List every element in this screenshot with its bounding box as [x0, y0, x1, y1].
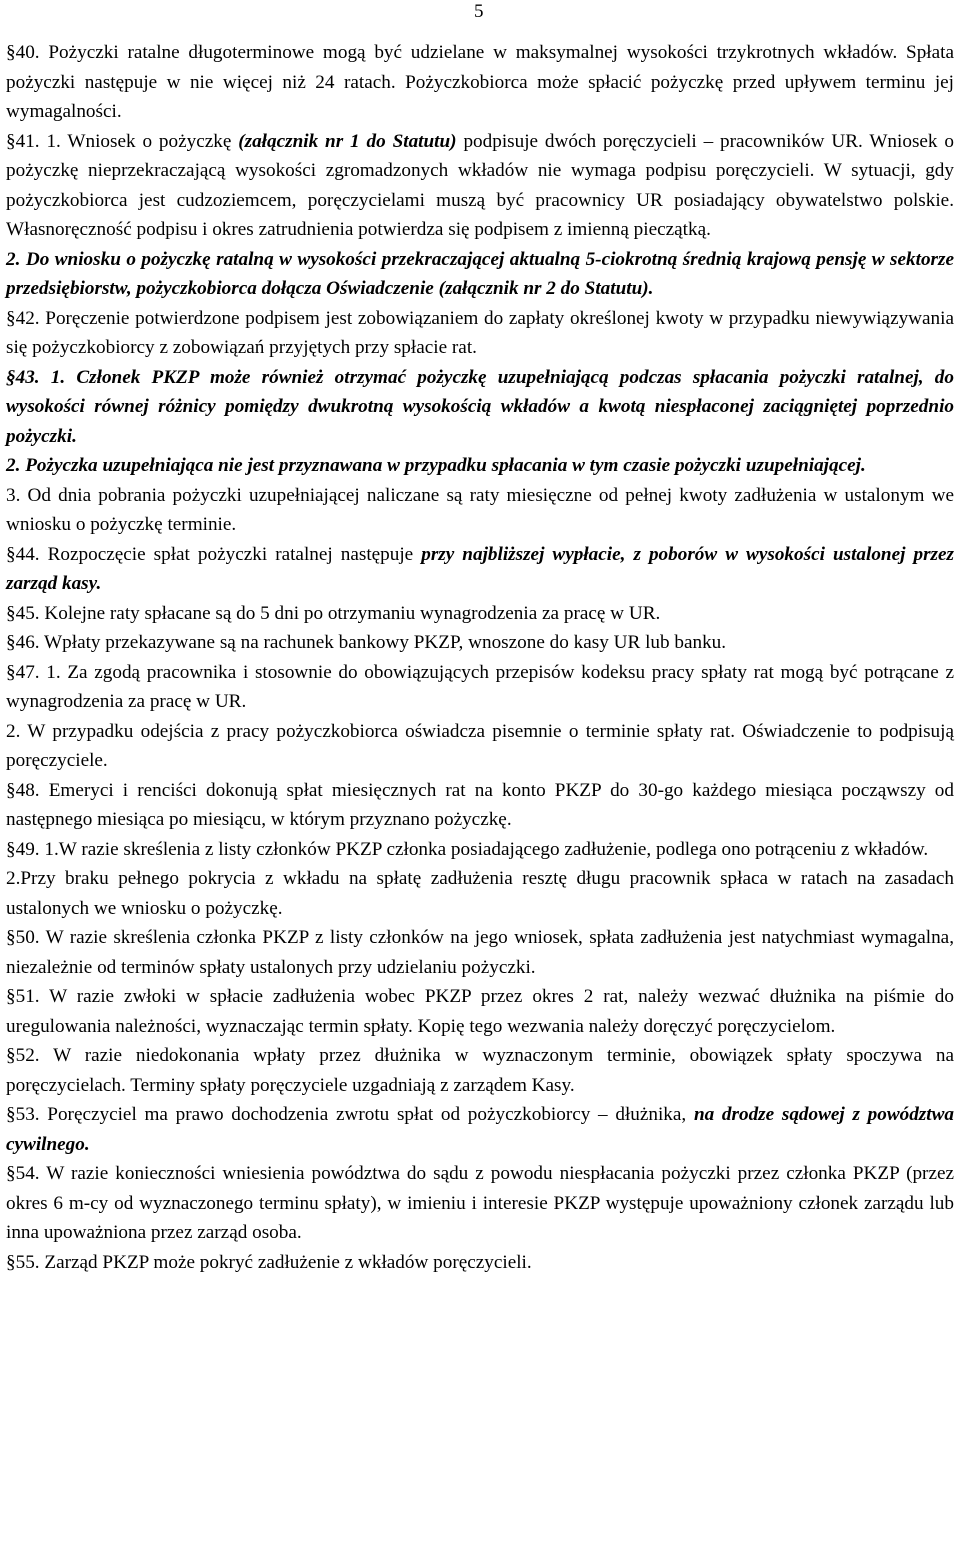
- paragraph: [6, 1100, 954, 1159]
- paragraph-text: §55. Zarząd PKZP może pokryć zadłużenie z wkładów poręczycieli.: [6, 1251, 532, 1273]
- paragraph-text: §44. Rozpoczęcie spłat pożyczki ratalnej następuje: [6, 543, 422, 565]
- paragraph: [6, 628, 954, 658]
- paragraph: [6, 304, 954, 363]
- paragraph: [6, 245, 954, 304]
- paragraph-text: §51. W razie zwłoki w spłacie zadłużenia wobec PKZP przez okres 2 rat, należy wezwać dłużnika na piśmie do uregulowania należności, wyznaczając termin spłaty. Kopię tego wezwania należy doręczyć poręczycielom.: [6, 986, 954, 1037]
- paragraph: [6, 481, 954, 540]
- paragraph: [6, 38, 954, 127]
- paragraph: [6, 1248, 954, 1278]
- paragraph: [6, 923, 954, 982]
- paragraph-text: podpisuje dwóch poręczycieli – pracowników UR. Wniosek o pożyczkę nieprzekraczającą wysokości zgromadzonych wkładów nie wymaga podpisu poręczycieli. W sytuacji, gdy pożyczkobiorca jest cudzoziemcem, poręczycielami muszą być pracownicy UR posiadający obywatelstwo polskie. Własnoręczność podpisu i okres zatrudnienia potwierdza się podpisem z imienną pieczątką.: [6, 130, 954, 240]
- paragraph: [6, 717, 954, 776]
- paragraph-text: §48. Emeryci i renciści dokonują spłat miesięcznych rat na konto PKZP do 30-go każdego miesiąca począwszy od następnego miesiąca po miesiącu, w którym przyznano pożyczkę.: [6, 779, 954, 830]
- paragraph: [6, 540, 954, 599]
- paragraph-text: 2. W przypadku odejścia z pracy pożyczkobiorca oświadcza pisemnie o terminie spłaty rat. Oświadczenie to podpisują poręczyciele.: [6, 720, 954, 771]
- paragraph-text: §54. W razie konieczności wniesienia powództwa do sądu z powodu niespłacania pożyczki przez członka PKZP (przez okres 6 m-cy od wyznaczonego terminu spłaty), w imieniu i interesie PKZP występuje upoważniony członek zarządu lub inna upoważniona przez zarząd osoba.: [6, 1163, 954, 1243]
- paragraph: [6, 451, 954, 481]
- paragraph-text: §41. 1. Wniosek o pożyczkę: [6, 130, 239, 152]
- paragraph-text: §53. Poręczyciel ma prawo dochodzenia zwrotu spłat od pożyczkobiorcy – dłużnika,: [6, 1104, 694, 1125]
- paragraph: [6, 658, 954, 717]
- paragraph: [6, 1159, 954, 1248]
- emphasized-text: (załącznik nr 1 do Statutu): [238, 130, 457, 152]
- emphasized-text: przy najbliższej wypłacie, z poborów w wysokości ustalonej przez zarząd kasy.: [6, 543, 954, 594]
- paragraph-text: §49. 1.W razie skreślenia z listy członków PKZP członka posiadającego zadłużenie, podlega ono potrąceniu z wkładów.: [6, 838, 929, 860]
- paragraph-text: §42. Poręczenie potwierdzone podpisem jest zobowiązaniem do zapłaty określonej kwoty w przypadku niewywiązywania się pożyczkobiorcy z zobowiązań przyjętych przy spłacie rat.: [6, 307, 954, 358]
- paragraph: [6, 127, 954, 245]
- page-number: 5: [474, 1, 484, 22]
- paragraph: [6, 1041, 954, 1100]
- paragraph-text: §47. 1. Za zgodą pracownika i stosownie do obowiązujących przepisów kodeksu pracy spłaty rat mogą być potrącane z wynagrodzenia za pracę w UR.: [6, 661, 954, 712]
- emphasized-text: 2. Pożyczka uzupełniająca nie jest przyznawana w przypadku spłacania w tym czasie pożyczki uzupełniającej.: [6, 455, 866, 476]
- paragraph: [6, 864, 954, 923]
- paragraph: [6, 982, 954, 1041]
- paragraph-text: 2.Przy braku pełnego pokrycia z wkładu na spłatę zadłużenia resztę długu pracownik spłaca w ratach na zasadach ustalonych we wniosku o pożyczkę.: [6, 868, 954, 919]
- paragraph-text: 3. Od dnia pobrania pożyczki uzupełniającej naliczane są raty miesięczne od pełnej kwoty zadłużenia w ustalonym we wniosku o pożyczkę terminie.: [6, 484, 954, 535]
- paragraph-text: §45. Kolejne raty spłacane są do 5 dni po otrzymaniu wynagrodzenia za pracę w UR.: [6, 602, 661, 624]
- paragraph-text: §40. Pożyczki ratalne długoterminowe mogą być udzielane w maksymalnej wysokości trzykrotnych wkładów. Spłata pożyczki następuje w nie więcej niż 24 ratach. Pożyczkobiorca może spłacić pożyczkę przed upływem terminu jej wymagalności.: [6, 42, 954, 122]
- paragraph: [6, 599, 954, 629]
- paragraph-text: §50. W razie skreślenia członka PKZP z listy członków na jego wniosek, spłata zadłużenia jest natychmiast wymagalna, niezależnie od terminów spłaty ustalonych przy udzielaniu pożyczki.: [6, 927, 954, 978]
- paragraph: [6, 363, 954, 452]
- paragraph: [6, 835, 954, 865]
- paragraph-text: §46. Wpłaty przekazywane są na rachunek bankowy PKZP, wnoszone do kasy UR lub banku.: [6, 632, 727, 653]
- emphasized-text: 2. Do wniosku o pożyczkę ratalną w wysokości przekraczającej aktualną 5-ciokrotną średnią krajową pensję w sektorze przedsiębiorstw, pożyczkobiorca dołącza Oświadczenie (załącznik nr 2 do Statutu).: [6, 248, 954, 299]
- paragraph: [6, 776, 954, 835]
- emphasized-text: §43. 1. Członek PKZP może również otrzymać pożyczkę uzupełniającą podczas spłacania pożyczki ratalnej, do wysokości równej różnicy pomiędzy dwukrotną wysokością wkładów a kwotą niespłaconej zaciągniętej poprzednio pożyczki.: [6, 366, 954, 447]
- paragraph-text: §52. W razie niedokonania wpłaty przez dłużnika w wyznaczonym terminie, obowiązek spłaty spoczywa na poręczycielach. Terminy spłaty poręczyciele uzgadniają z zarządem Kasy.: [6, 1045, 954, 1096]
- document-body: [6, 38, 954, 1277]
- emphasized-text: na drodze sądowej z powództwa cywilnego.: [6, 1104, 954, 1155]
